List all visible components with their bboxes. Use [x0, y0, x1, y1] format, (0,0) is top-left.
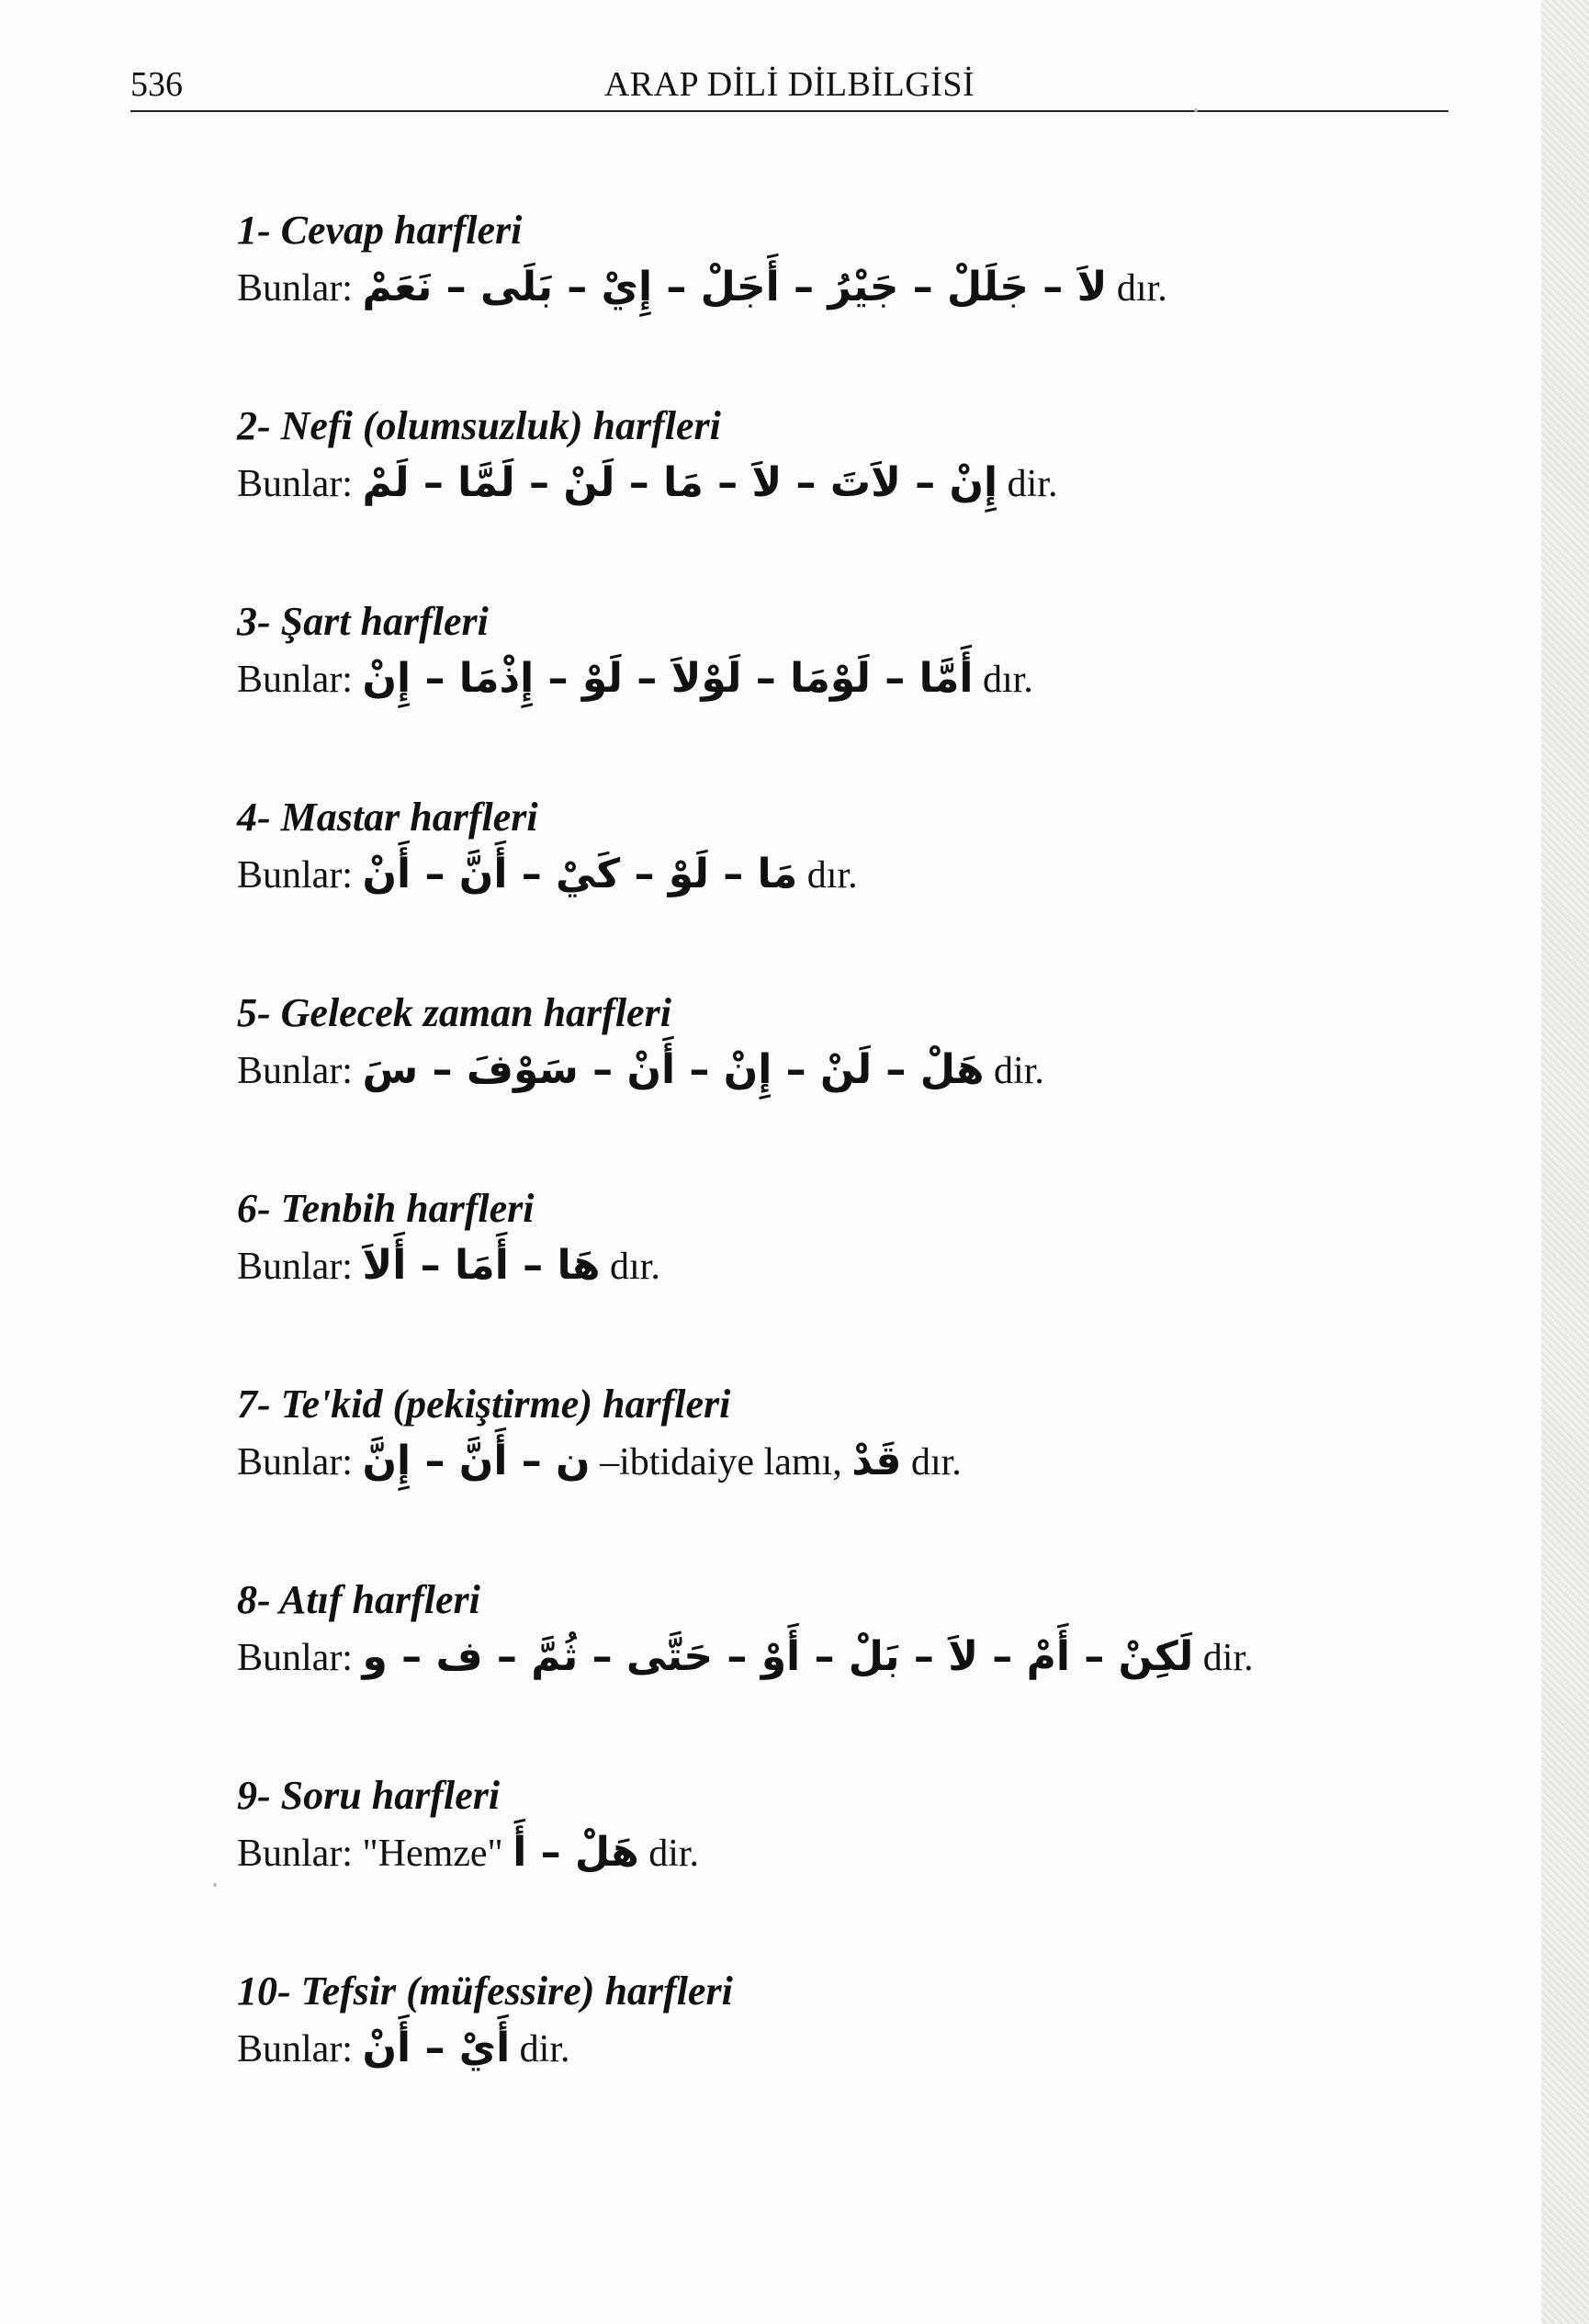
line-prefix: Bunlar:: [237, 1246, 353, 1288]
line-suffix: dir.: [648, 1833, 700, 1875]
line-prefix: Bunlar:: [237, 659, 353, 701]
section-heading: 3- Şart harfleri: [237, 599, 489, 644]
section-line: [237, 2019, 1385, 2078]
section-nefi: [237, 400, 1385, 596]
section-heading: 6- Tenbih harfleri: [237, 1186, 535, 1231]
line-prefix: Bunlar:: [237, 1637, 353, 1679]
section-line: [237, 1041, 1385, 1100]
scan-speck: [1194, 108, 1198, 112]
arabic-particles: إِنْ – لاَتَ – لاَ – مَا – لَنْ – لَمَّا – لَمْ: [362, 459, 998, 506]
arabic-particles: أَيْ – أَنْ: [362, 2025, 511, 2071]
section-line: [237, 1236, 1385, 1295]
line-suffix: dır.: [806, 854, 858, 897]
section-heading: 8- Atıf harfleri: [237, 1577, 480, 1622]
section-heading: 10- Tefsir (müfessire) harfleri: [237, 1969, 733, 2014]
line-suffix: dir.: [519, 2028, 570, 2070]
arabic-particles: أَمَّا – لَوْمَا – لَوْلاَ – لَوْ – إِذْمَا – إِنْ: [362, 655, 974, 702]
line-suffix: dır.: [910, 1441, 962, 1484]
section-atif: [237, 1574, 1385, 1770]
line-suffix: dır.: [1116, 267, 1167, 310]
section-tekid: [237, 1379, 1385, 1574]
section-line: [237, 1432, 1385, 1491]
scan-speck: [213, 1883, 217, 1887]
line-prefix: Bunlar:: [237, 267, 353, 310]
section-heading: 1- Cevap harfleri: [237, 208, 523, 253]
line-middle: –ibtidaiye lamı,: [600, 1441, 842, 1484]
line-prefix: Bunlar:: [237, 2028, 353, 2070]
running-title: ARAP DİLİ DİLBİLGİSİ: [603, 65, 975, 104]
section-cevap: [237, 205, 1385, 400]
section-heading: 9- Soru harfleri: [237, 1773, 501, 1818]
line-prefix: Bunlar:: [237, 463, 353, 505]
section-list: [237, 205, 1385, 2161]
line-prefix: Bunlar:: [237, 1441, 353, 1484]
arabic-particles: هَلْ – لَنْ – إِنْ – أَنْ – سَوْفَ – سَ: [362, 1046, 985, 1093]
line-suffix: dir.: [1007, 463, 1058, 505]
line-suffix: dir.: [994, 1050, 1044, 1092]
section-tenbih: [237, 1183, 1385, 1379]
line-suffix: dir.: [1202, 1637, 1254, 1679]
arabic-particles: هَلْ – أَ: [513, 1829, 639, 1876]
line-prefix: Bunlar:: [237, 854, 353, 897]
section-heading: 7- Te'kid (pekiştirme) harfleri: [237, 1382, 731, 1427]
section-line: [237, 1628, 1385, 1687]
line-prefix: Bunlar:: [237, 1050, 353, 1092]
section-soru: [237, 1770, 1385, 1966]
line-suffix: dır.: [982, 659, 1033, 701]
page-header: [130, 57, 1448, 112]
section-heading: 5- Gelecek zaman harfleri: [237, 990, 671, 1035]
arabic-particles: هَا – أَمَا – أَلاَ: [362, 1242, 601, 1289]
section-line: [237, 845, 1385, 904]
line-suffix: dır.: [609, 1246, 660, 1288]
arabic-particles: لاَ – جَلَلْ – جَيْرُ – أَجَلْ – إِيْ – بَلَى – نَعَمْ: [362, 264, 1108, 310]
section-tefsir: [237, 1966, 1385, 2161]
section-line: [237, 258, 1385, 317]
section-gelecek-zaman: [237, 987, 1385, 1183]
header-rule: [130, 110, 1448, 112]
section-sart: [237, 596, 1385, 792]
scan-edge: [1541, 0, 1589, 2324]
section-heading: 2- Nefi (olumsuzluk) harfleri: [237, 403, 721, 448]
arabic-particle-qad: قَدْ: [851, 1438, 902, 1484]
page-number: 536: [130, 65, 183, 104]
arabic-particles: لَكِنْ – أَمْ – لاَ – بَلْ – أَوْ – حَتَّى – ثُمَّ – ف – و: [362, 1633, 1194, 1680]
arabic-particles: مَا – لَوْ – كَيْ – أَنَّ – أَنْ: [362, 851, 798, 897]
section-line: [237, 454, 1385, 513]
section-line: [237, 1823, 1385, 1882]
section-heading: 4- Mastar harfleri: [237, 795, 538, 840]
arabic-particles: ن – أَنَّ – إِنَّ: [362, 1438, 591, 1484]
section-mastar: [237, 792, 1385, 987]
line-prefix: Bunlar: "Hemze": [237, 1833, 503, 1875]
section-line: [237, 649, 1385, 708]
